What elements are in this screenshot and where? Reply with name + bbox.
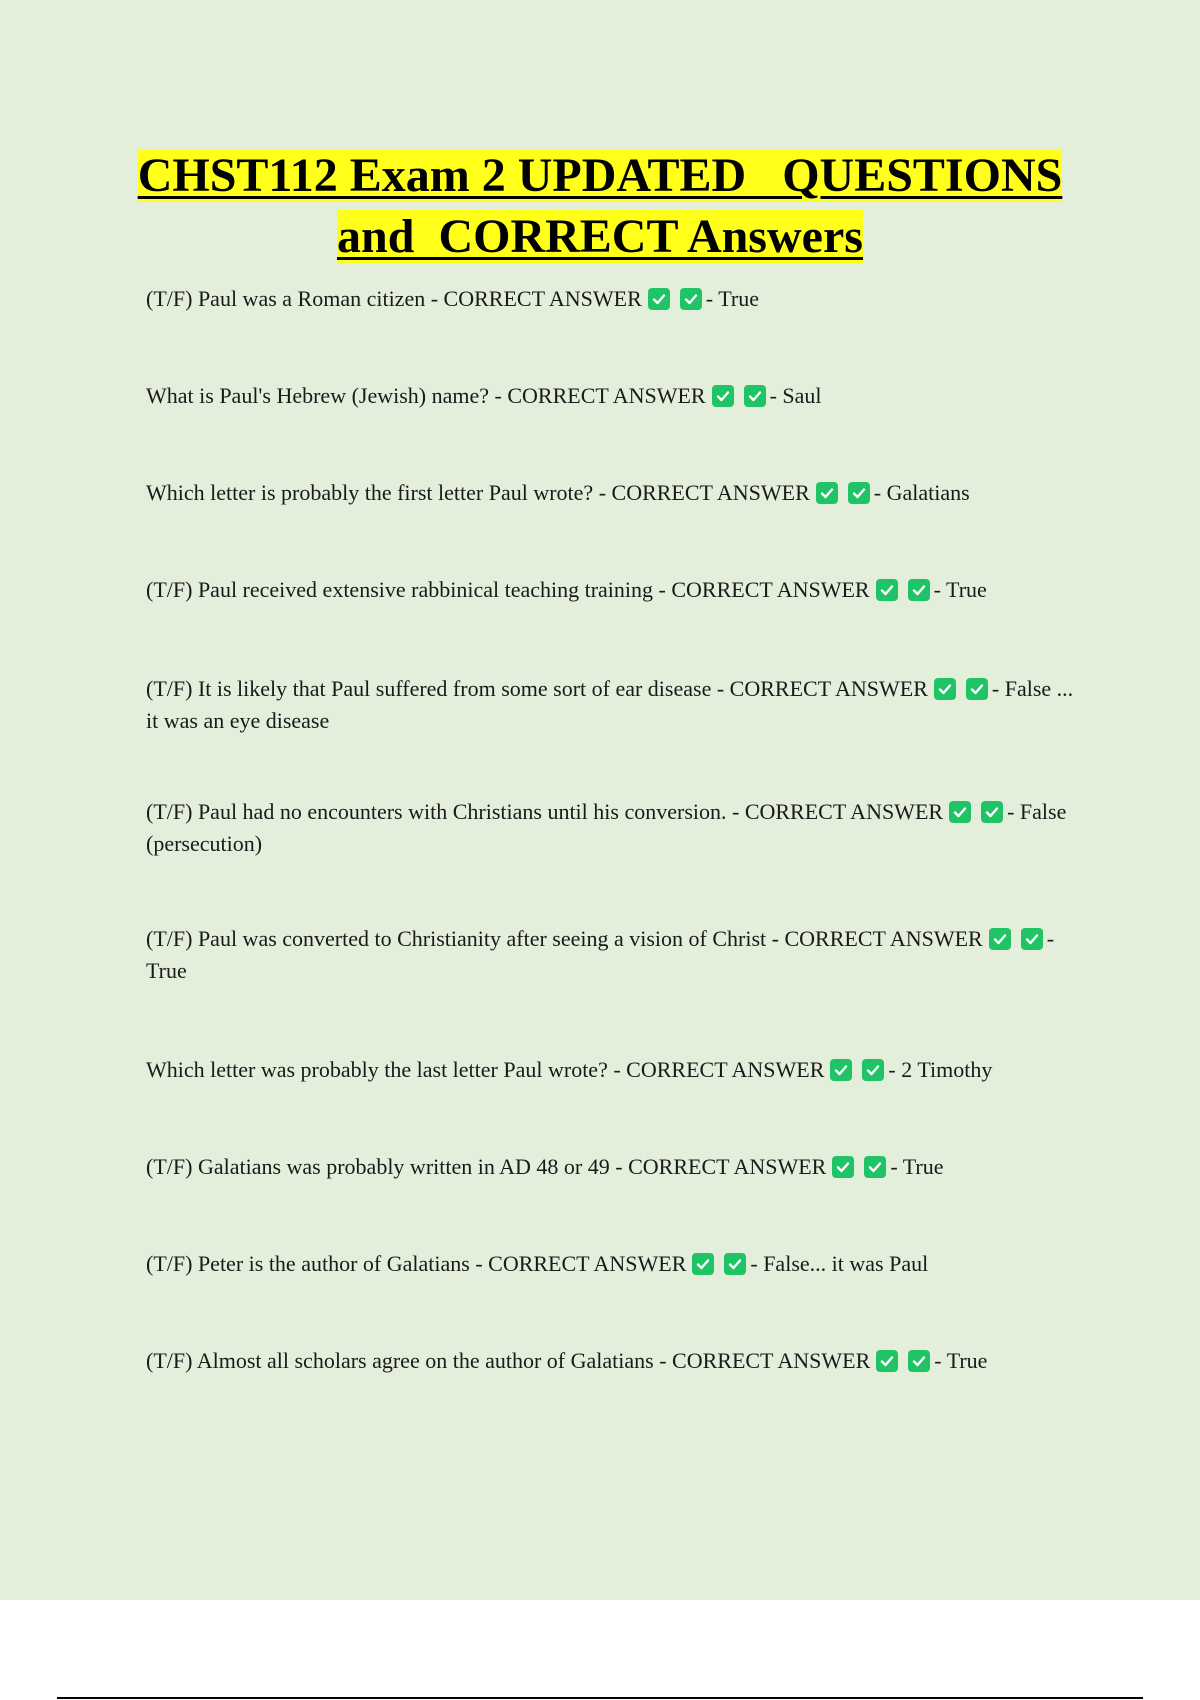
answer-text: - False... it was Paul bbox=[750, 1251, 929, 1276]
check-mark-box-icon bbox=[816, 482, 838, 504]
answer-text: - True bbox=[934, 1348, 988, 1373]
document-title bbox=[0, 145, 1200, 267]
check-mark-box-icon bbox=[864, 1156, 886, 1178]
answer-text: - Saul bbox=[769, 383, 822, 408]
correct-answer-marker: - CORRECT ANSWER bbox=[732, 799, 944, 824]
check-mark-box-icon bbox=[876, 1350, 898, 1372]
check-mark-box-icon bbox=[1021, 928, 1043, 950]
check-mark-box-icon bbox=[908, 1350, 930, 1372]
check-mark-box-icon bbox=[949, 801, 971, 823]
qa-item bbox=[146, 923, 1086, 987]
correct-answer-marker: - CORRECT ANSWER bbox=[475, 1251, 687, 1276]
answer-text: - True bbox=[933, 577, 987, 602]
question-text: What is Paul's Hebrew (Jewish) name? bbox=[146, 383, 490, 408]
check-mark-box-icon bbox=[830, 1059, 852, 1081]
question-text: (T/F) Paul was converted to Christianity after seeing a vision of Christ bbox=[146, 926, 767, 951]
answer-text: - False (persecution) bbox=[146, 799, 1067, 856]
question-text: (T/F) Paul received extensive rabbinical teaching training bbox=[146, 577, 654, 602]
qa-item bbox=[146, 1151, 1086, 1183]
check-mark-box-icon bbox=[648, 288, 670, 310]
qa-item bbox=[146, 1345, 1086, 1377]
correct-answer-marker: - CORRECT ANSWER bbox=[494, 383, 706, 408]
question-text: (T/F) Peter is the author of Galatians bbox=[146, 1251, 470, 1276]
check-mark-box-icon bbox=[692, 1253, 714, 1275]
check-mark-box-icon bbox=[862, 1059, 884, 1081]
question-text: Which letter is probably the first letter Paul wrote? bbox=[146, 480, 594, 505]
check-mark-box-icon bbox=[934, 678, 956, 700]
title-line-1: CHST112 Exam 2 UPDATED QUESTIONS bbox=[137, 149, 1063, 202]
answer-text: - Galatians bbox=[873, 480, 970, 505]
correct-answer-marker: - CORRECT ANSWER bbox=[430, 286, 642, 311]
correct-answer-marker: - CORRECT ANSWER bbox=[598, 480, 810, 505]
correct-answer-marker: - CORRECT ANSWER bbox=[615, 1154, 827, 1179]
title-line-2: and CORRECT Answers bbox=[337, 210, 863, 263]
question-text: (T/F) It is likely that Paul suffered from some sort of ear disease bbox=[146, 676, 712, 701]
answer-text: - True bbox=[890, 1154, 944, 1179]
qa-item bbox=[146, 477, 1086, 509]
question-text: (T/F) Galatians was probably written in AD 48 or 49 bbox=[146, 1154, 610, 1179]
check-mark-box-icon bbox=[680, 288, 702, 310]
check-mark-box-icon bbox=[724, 1253, 746, 1275]
answer-text: - 2 Timothy bbox=[888, 1057, 993, 1082]
correct-answer-marker: - CORRECT ANSWER bbox=[659, 1348, 871, 1373]
check-mark-box-icon bbox=[981, 801, 1003, 823]
check-mark-box-icon bbox=[712, 385, 734, 407]
qa-item bbox=[146, 283, 1086, 315]
answer-text: - True bbox=[146, 926, 1055, 983]
correct-answer-marker: - CORRECT ANSWER bbox=[771, 926, 983, 951]
question-text: Which letter was probably the last letter Paul wrote? bbox=[146, 1057, 608, 1082]
check-mark-box-icon bbox=[848, 482, 870, 504]
qa-item bbox=[146, 1054, 1086, 1086]
correct-answer-marker: - CORRECT ANSWER bbox=[716, 676, 928, 701]
qa-item bbox=[146, 574, 1086, 606]
check-mark-box-icon bbox=[744, 385, 766, 407]
qa-item bbox=[146, 673, 1086, 737]
check-mark-box-icon bbox=[966, 678, 988, 700]
question-text: (T/F) Paul was a Roman citizen bbox=[146, 286, 426, 311]
check-mark-box-icon bbox=[832, 1156, 854, 1178]
answer-text: - False ... it was an eye disease bbox=[146, 676, 1074, 733]
answer-text: - True bbox=[705, 286, 759, 311]
qa-item bbox=[146, 1248, 1086, 1280]
check-mark-box-icon bbox=[989, 928, 1011, 950]
qa-item bbox=[146, 796, 1086, 860]
question-text: (T/F) Paul had no encounters with Christians until his conversion. bbox=[146, 799, 727, 824]
footer-divider bbox=[57, 1697, 1143, 1699]
correct-answer-marker: - CORRECT ANSWER bbox=[658, 577, 870, 602]
correct-answer-marker: - CORRECT ANSWER bbox=[613, 1057, 825, 1082]
qa-item bbox=[146, 380, 1086, 412]
check-mark-box-icon bbox=[876, 579, 898, 601]
question-text: (T/F) Almost all scholars agree on the author of Galatians bbox=[146, 1348, 654, 1373]
check-mark-box-icon bbox=[908, 579, 930, 601]
